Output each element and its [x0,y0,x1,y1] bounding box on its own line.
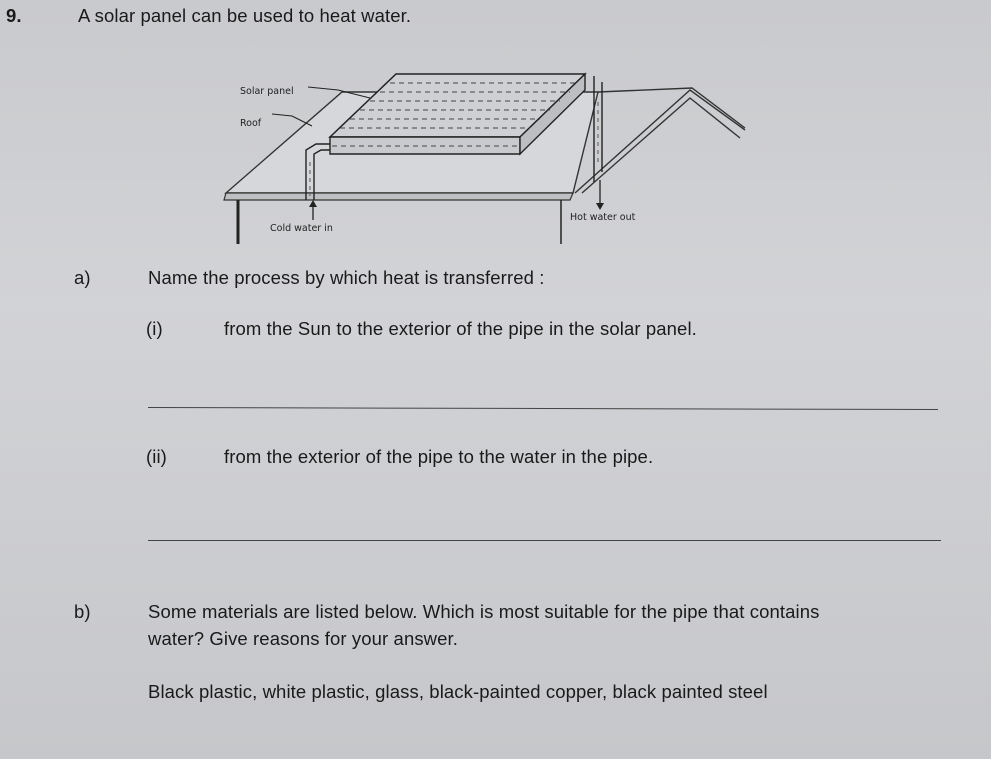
answer-line-a-i[interactable] [148,407,938,410]
roof-edge [224,193,573,200]
part-a-i-text: from the Sun to the exterior of the pipe in the solar panel. [224,318,697,339]
part-a-ii-text: from the exterior of the pipe to the water in the pipe. [224,446,654,467]
part-a-ii-label: (ii) [146,446,167,467]
gable-ridge-2 [582,98,740,193]
part-a-i-label: (i) [146,318,163,339]
hot-water-label: Hot water out [570,212,636,223]
cold-water-label: Cold water in [270,223,333,234]
materials-list: Black plastic, white plastic, glass, black-painted copper, black painted steel [148,681,768,702]
part-b-text-line-2: water? Give reasons for your answer. [148,628,459,649]
part-a-text: Name the process by which heat is transferred : [148,267,545,288]
question-number: 9. [6,5,22,26]
solar-panel-label: Solar panel [240,86,294,97]
part-b-label: b) [74,601,91,622]
question-text: A solar panel can be used to heat water. [78,5,412,26]
roof-label: Roof [240,118,262,129]
part-b-text-line-1: Some materials are listed below. Which is most suitable for the pipe that contains [148,601,820,622]
gable-outer [598,88,745,128]
solar-panel-diagram [220,62,760,252]
part-a-label: a) [74,267,91,288]
answer-line-a-ii[interactable] [148,540,941,541]
